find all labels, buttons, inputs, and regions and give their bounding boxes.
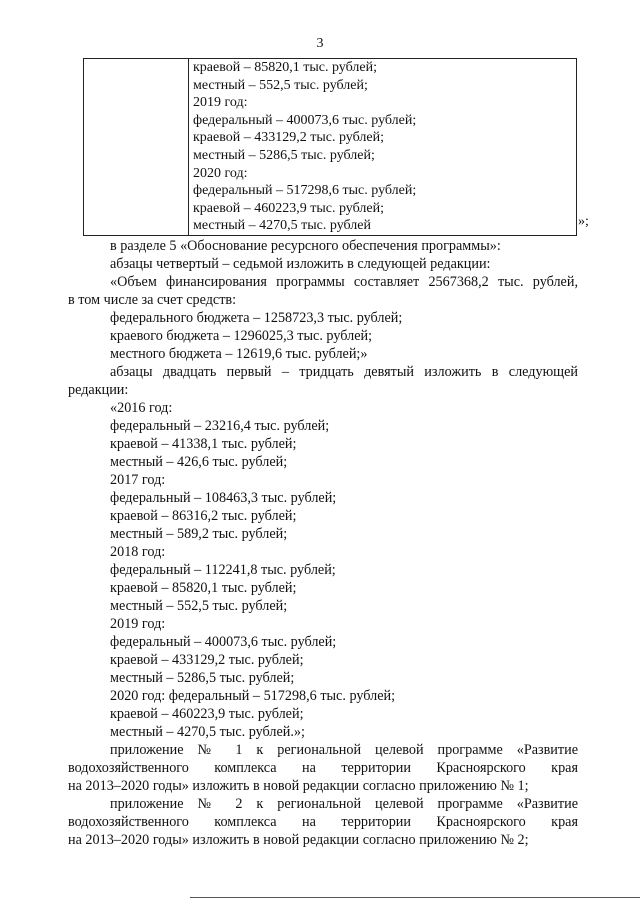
text-line: федеральный – 23216,4 тыс. рублей;	[110, 418, 330, 434]
table-line: 2020 год:	[193, 165, 248, 181]
text-line: местного бюджета – 12619,6 тыс. рублей;»	[110, 346, 368, 362]
text-line: «Объем финансирования программы составляет 2567368,2 тыс. рублей,	[110, 274, 578, 290]
text-line: 2017 год:	[110, 472, 166, 488]
table-line: федеральный – 517298,6 тыс. рублей;	[193, 183, 417, 199]
text-line: в разделе 5 «Обоснование ресурсного обеспечения программы»:	[110, 238, 501, 254]
table-line: местный – 5286,5 тыс. рублей;	[193, 147, 375, 163]
text-line: краевой – 86316,2 тыс. рублей;	[110, 508, 297, 524]
table-line: краевой – 85820,1 тыс. рублей;	[193, 60, 377, 75]
table-line: местный – 4270,5 тыс. рублей	[193, 218, 371, 234]
text-line: краевой – 85820,1 тыс. рублей;	[110, 580, 297, 596]
text-line: абзацы четвертый – седьмой изложить в следующей редакции:	[110, 256, 491, 272]
table-line: краевой – 460223,9 тыс. рублей;	[193, 200, 384, 216]
text-line: федеральный – 400073,6 тыс. рублей;	[110, 634, 337, 650]
text-line: местный – 4270,5 тыс. рублей.»;	[110, 724, 305, 740]
text-line: федерального бюджета – 1258723,3 тыс. рублей;	[110, 310, 403, 326]
text-line: федеральный – 112241,8 тыс. рублей;	[110, 562, 336, 578]
text-line: федеральный – 108463,3 тыс. рублей;	[110, 490, 337, 506]
text-line: на 2013–2020 годы» изложить в новой редакции согласно приложению № 2;	[68, 832, 529, 848]
table-line: федеральный – 400073,6 тыс. рублей;	[193, 112, 417, 128]
text-line: редакции:	[68, 382, 129, 398]
text-line: приложение № 2 к региональной целевой программе «Развитие	[110, 796, 578, 812]
scan-edge-line	[190, 897, 640, 898]
funding-table	[83, 58, 577, 236]
table-content-cell	[189, 59, 577, 236]
text-line: местный – 552,5 тыс. рублей;	[110, 598, 288, 614]
text-line: в том числе за счет средств:	[68, 292, 237, 308]
text-line: местный – 426,6 тыс. рублей;	[110, 454, 288, 470]
text-line: абзацы двадцать первый – тридцать девятый изложить в следующей	[110, 364, 578, 380]
text-line: краевого бюджета – 1296025,3 тыс. рублей;	[110, 328, 373, 344]
table-closing-quote: »;	[578, 214, 589, 229]
text-line: 2019 год:	[110, 616, 166, 632]
table-line: 2019 год:	[193, 95, 248, 111]
table-line: местный – 552,5 тыс. рублей;	[193, 77, 368, 93]
text-line: водохозяйственного комплекса на территории Красноярского края	[68, 814, 578, 830]
text-line: местный – 589,2 тыс. рублей;	[110, 526, 288, 542]
table-empty-cell	[84, 59, 189, 236]
table-line: краевой – 433129,2 тыс. рублей;	[193, 130, 384, 146]
text-line: приложение № 1 к региональной целевой программе «Развитие	[110, 742, 578, 758]
text-line: 2020 год: федеральный – 517298,6 тыс. рублей;	[110, 688, 396, 704]
text-line: 2018 год:	[110, 544, 166, 560]
text-line: водохозяйственного комплекса на территории Красноярского края	[68, 760, 578, 776]
text-line: местный – 5286,5 тыс. рублей;	[110, 670, 295, 686]
page-number: 3	[316, 36, 324, 51]
text-line: на 2013–2020 годы» изложить в новой редакции согласно приложению № 1;	[68, 778, 529, 794]
text-line: краевой – 460223,9 тыс. рублей;	[110, 706, 304, 722]
text-line: краевой – 433129,2 тыс. рублей;	[110, 652, 304, 668]
text-line: «2016 год:	[110, 400, 173, 416]
text-line: краевой – 41338,1 тыс. рублей;	[110, 436, 297, 452]
